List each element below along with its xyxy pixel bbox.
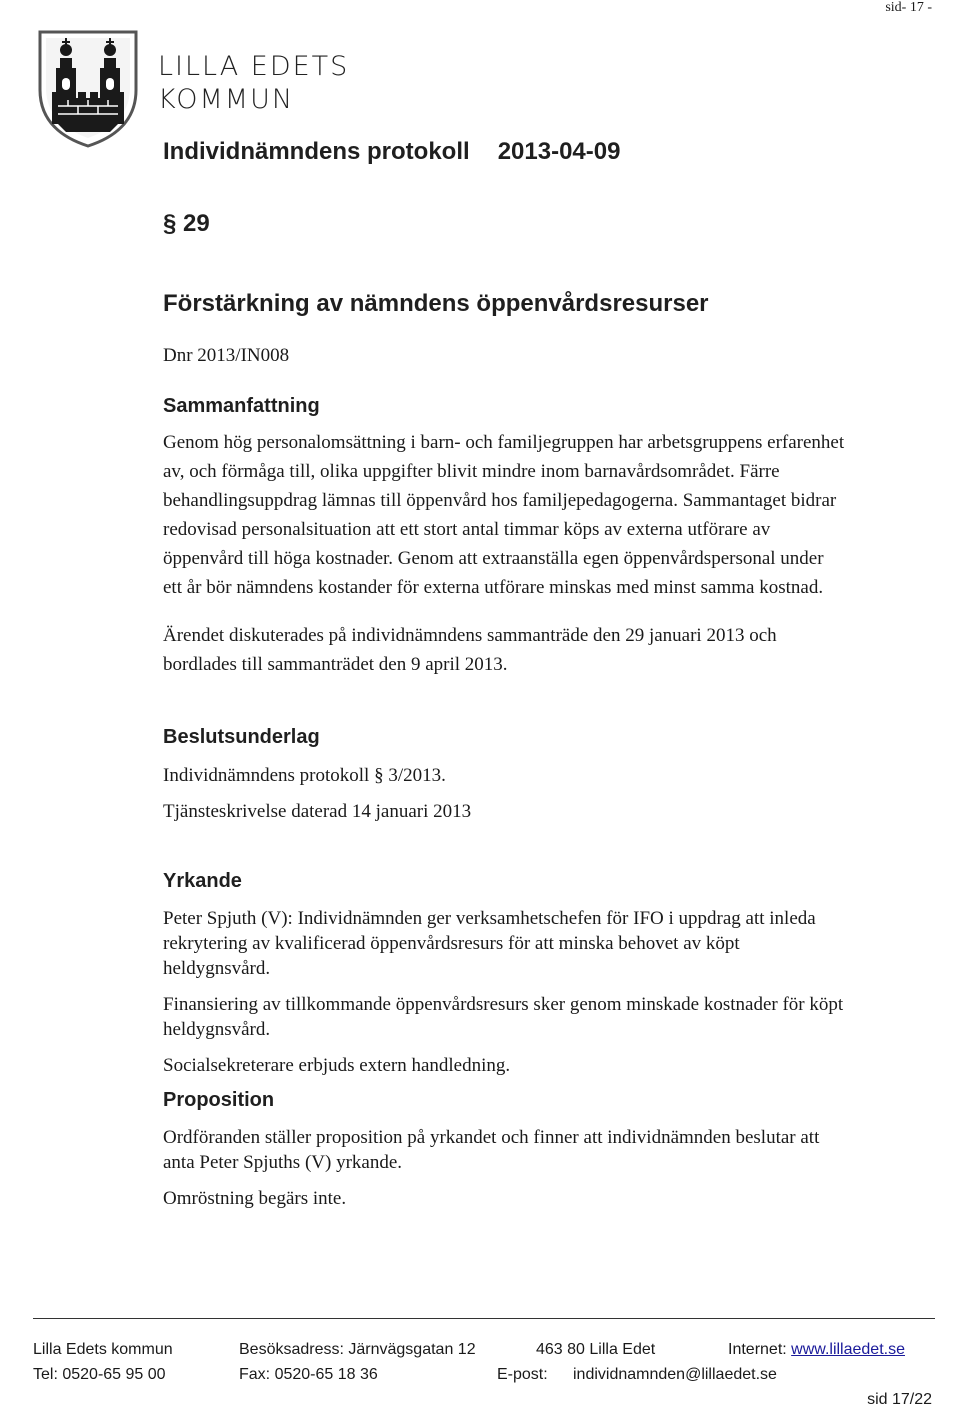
- protocol-name: Individnämndens protokoll: [163, 138, 470, 165]
- footer-phone: Tel: 0520-65 95 00: [33, 1366, 166, 1383]
- paragraph-number: [163, 210, 210, 238]
- paragraph-value: 29: [183, 210, 210, 237]
- decision-basis-heading: Beslutsunderlag: [163, 726, 320, 748]
- footer-internet: [728, 1341, 905, 1359]
- motion-heading: Yrkande: [163, 870, 242, 892]
- proposition-line: anta Peter Spjuths (V) yrkande.: [163, 1152, 403, 1173]
- motion-line: heldygnsvård.: [163, 1019, 271, 1040]
- motion-line: Peter Spjuth (V): Individnämnden ger verksamhetschefen för IFO i uppdrag att inleda: [163, 908, 816, 929]
- motion-line: Finansiering av tillkommande öppenvårdsresurs sker genom minskade kostnader för köpt: [163, 994, 844, 1015]
- case-title: Förstärkning av nämndens öppenvårdsresurser: [163, 290, 709, 317]
- protocol-date: 2013-04-09: [497, 138, 621, 165]
- logo-line-2: KOMMUN: [158, 84, 295, 115]
- footer-fax: Fax: 0520-65 18 36: [239, 1366, 378, 1383]
- footer-internet-label: Internet:: [728, 1341, 787, 1358]
- footer-org: Lilla Edets kommun: [33, 1341, 173, 1358]
- decision-basis-line-2: Tjänsteskrivelse daterad 14 januari 2013: [163, 801, 472, 822]
- summary-line: öppenvård till höga kostnader. Genom att extraanställa egen öppenvårdspersonal under: [163, 548, 824, 569]
- summary-line: av, och förmåga till, olika uppgifter blivit mindre inom barnavårdsområdet. Färre: [163, 461, 780, 482]
- website-link[interactable]: www.lillaedet.se: [791, 1341, 905, 1358]
- logo-line-1: LILLA EDETS: [158, 51, 350, 82]
- municipality-coat-of-arms: [38, 30, 138, 148]
- summary-heading: Sammanfattning: [163, 395, 320, 417]
- summary-paragraph-2: [163, 621, 777, 679]
- proposition-paragraph-1: [163, 1125, 819, 1175]
- footer-divider: [33, 1318, 935, 1319]
- municipality-logo-text: [158, 50, 349, 116]
- footer-page-number: sid 17/22: [867, 1391, 932, 1408]
- motion-paragraph-1: [163, 906, 816, 981]
- proposition-paragraph-2: Omröstning begärs inte.: [163, 1188, 347, 1209]
- proposition-line: Ordföranden ställer proposition på yrkandet och finner att individnämnden beslutar att: [163, 1127, 820, 1148]
- footer-postal-address: 463 80 Lilla Edet: [536, 1341, 656, 1358]
- decision-basis-ref: 3/2013.: [388, 765, 446, 786]
- motion-paragraph-2: [163, 992, 843, 1042]
- proposition-heading: Proposition: [163, 1089, 275, 1111]
- decision-basis-protocol: Individnämndens protokoll: [163, 765, 370, 786]
- footer-visit-address: Besöksadress: Järnvägsgatan 12: [239, 1341, 476, 1358]
- paragraph-sign: §: [374, 765, 384, 786]
- summary-line: redovisad personalsituation att ett stort antal timmar köps av externa utförare av: [163, 519, 771, 540]
- case-number: Dnr 2013/IN008: [163, 345, 290, 366]
- motion-paragraph-3: Socialsekreterare erbjuds extern handledning.: [163, 1055, 511, 1076]
- footer-email-label: E-post:: [497, 1366, 548, 1383]
- decision-basis-line-1: [163, 761, 446, 790]
- page-indicator: sid- 17 -: [885, 0, 932, 15]
- summary-line: Genom hög personalomsättning i barn- och familjegruppen har arbetsgruppens erfarenhet: [163, 432, 845, 453]
- summary-line: Ärendet diskuterades på individnämndens sammanträde den 29 januari 2013 och: [163, 625, 777, 646]
- motion-line: rekrytering av kvalificerad öppenvårdsresurs för att minska behovet av köpt: [163, 933, 740, 954]
- summary-line: behandlingsuppdrag lämnas till öppenvård hos familjepedagogerna. Sammantaget bidrar: [163, 490, 837, 511]
- footer-email: individnamnden@lillaedet.se: [573, 1366, 777, 1383]
- motion-line: heldygnsvård.: [163, 958, 271, 979]
- summary-line: bordlades till sammanträdet den 9 april 2013.: [163, 654, 508, 675]
- document-title: [163, 138, 620, 166]
- summary-line: ett år bör nämndens kostander för externa utförare minskas med minst samma kostnad.: [163, 577, 824, 598]
- summary-paragraph: [163, 428, 844, 602]
- paragraph-sign: §: [163, 210, 177, 237]
